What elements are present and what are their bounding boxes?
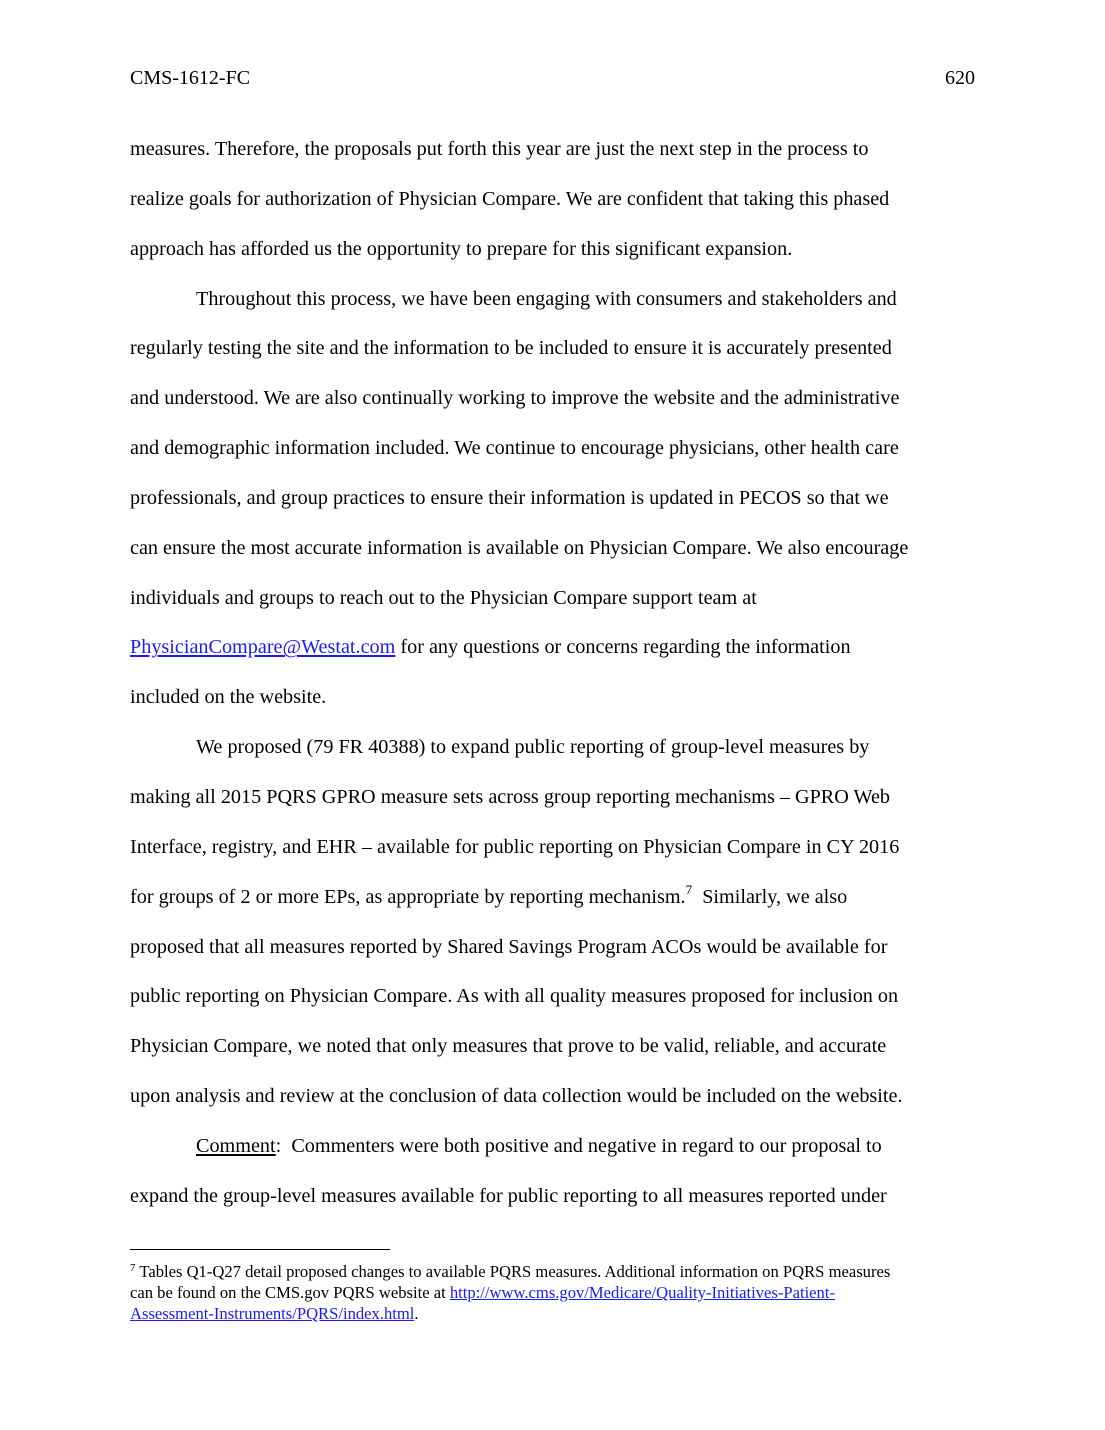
text-after-footnote: Similarly, we also xyxy=(692,885,848,908)
text-line: measures. Therefore, the proposals put forth this year are just the next step in the process to xyxy=(130,138,869,160)
footnote-text: Tables Q1-Q27 detail proposed changes to available PQRS measures. Additional information on PQRS measures xyxy=(135,1262,891,1281)
footnote-period: . xyxy=(414,1304,419,1323)
footnote-separator xyxy=(130,1249,390,1250)
pqrs-url-link[interactable]: http://www.cms.gov/Medicare/Quality-Initiatives-Patient- xyxy=(449,1283,835,1302)
text-line: and demographic information included. We continue to encourage physicians, other health care xyxy=(130,437,899,460)
text-line: professionals, and group practices to ensure their information is updated in PECOS so that we xyxy=(130,486,889,509)
text-line: We proposed (79 FR 40388) to expand public reporting of group-level measures by xyxy=(196,736,870,759)
comment-text: : Commenters were both positive and negative in regard to our proposal to xyxy=(275,1134,882,1157)
text-line: proposed that all measures reported by Shared Savings Program ACOs would be available for xyxy=(130,935,888,958)
text-before-footnote: for groups of 2 or more EPs, as appropriate by reporting mechanism. xyxy=(130,885,686,908)
text-line: making all 2015 PQRS GPRO measure sets across group reporting mechanisms – GPRO Web xyxy=(130,785,891,808)
text-line-with-footnote-ref xyxy=(130,873,975,923)
text-line: regularly testing the site and the information to be included to ensure it is accurately presented xyxy=(130,337,892,360)
footnote-text: can be found on the CMS.gov PQRS website at xyxy=(130,1283,450,1302)
paragraph-2 xyxy=(130,275,975,724)
text-line: individuals and groups to reach out to the Physician Compare support team at xyxy=(130,586,757,609)
footnote-line xyxy=(130,1282,975,1303)
footnote-line xyxy=(130,1261,975,1282)
footnote xyxy=(130,1261,975,1324)
text-line-comment xyxy=(130,1122,975,1172)
text-line: Throughout this process, we have been engaging with consumers and stakeholders and xyxy=(196,287,897,310)
document-id: CMS-1612-FC xyxy=(130,67,251,89)
body-text xyxy=(130,125,975,1222)
text-line: realize goals for authorization of Physician Compare. We are confident that taking this phased xyxy=(130,187,890,210)
footnote-line xyxy=(130,1303,975,1324)
email-link[interactable]: PhysicianCompare@Westat.com xyxy=(130,636,396,659)
page-number: 620 xyxy=(945,67,975,89)
text-line: approach has afforded us the opportunity to prepare for this significant expansion. xyxy=(130,237,793,260)
text-after-email: for any questions or concerns regarding the information xyxy=(395,636,851,659)
text-line-with-email xyxy=(130,623,975,673)
text-line: public reporting on Physician Compare. As with all quality measures proposed for inclusion on xyxy=(130,985,899,1008)
text-line: Physician Compare, we noted that only measures that prove to be valid, reliable, and accurate xyxy=(130,1035,887,1058)
paragraph-3 xyxy=(130,723,975,1122)
comment-label: Comment xyxy=(196,1134,276,1157)
text-line: upon analysis and review at the conclusion of data collection would be included on the website. xyxy=(130,1085,903,1108)
text-line: included on the website. xyxy=(130,686,327,709)
paragraph-1 xyxy=(130,125,975,275)
text-line: Interface, registry, and EHR – available for public reporting on Physician Compare in CY 2016 xyxy=(130,835,900,858)
footnote-marker: 7 xyxy=(130,1262,136,1274)
text-line: and understood. We are also continually working to improve the website and the administrative xyxy=(130,387,900,410)
footnote-reference[interactable]: 7 xyxy=(685,881,693,897)
paragraph-4 xyxy=(130,1122,975,1222)
text-line: expand the group-level measures available for public reporting to all measures reported under xyxy=(130,1184,887,1207)
pqrs-url-link-continued[interactable]: Assessment-Instruments/PQRS/index.html xyxy=(130,1304,415,1323)
text-line: can ensure the most accurate information is available on Physician Compare. We also encourage xyxy=(130,536,909,559)
